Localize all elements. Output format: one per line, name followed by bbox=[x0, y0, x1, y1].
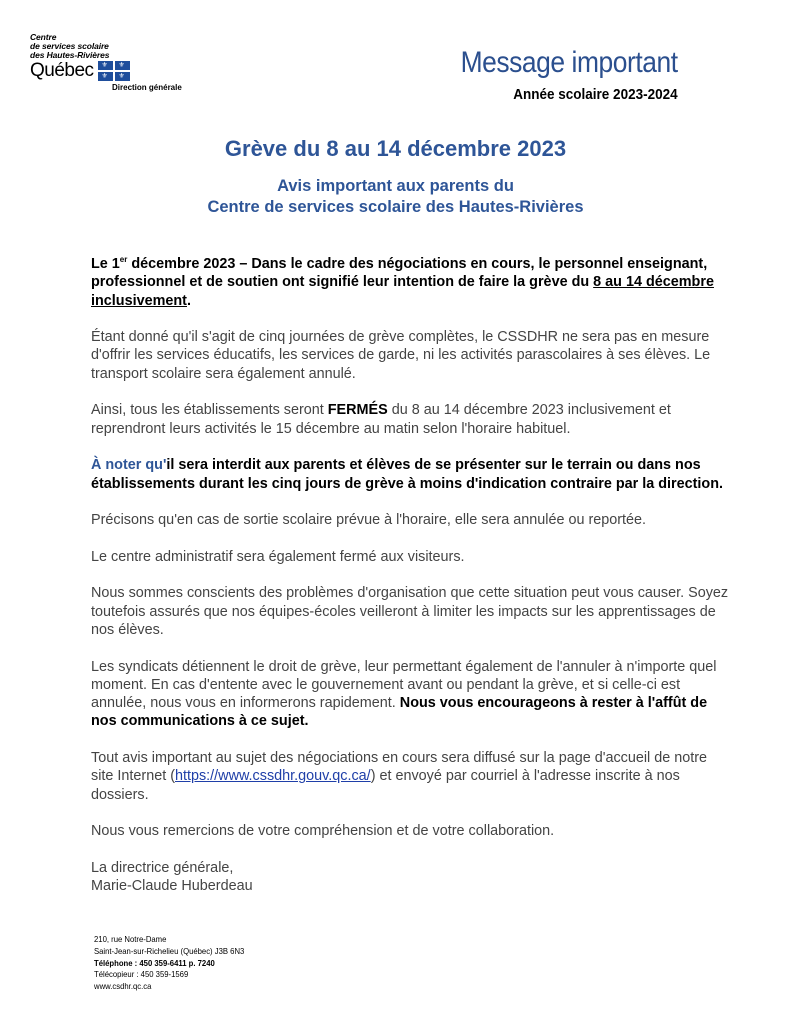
subtitle-line2: Centre de services scolaire des Hautes-Rivières bbox=[207, 198, 584, 216]
closed-emphasis: FERMÉS bbox=[327, 402, 388, 419]
subtitle-line1: Avis important aux parents du bbox=[277, 177, 514, 195]
org-name-line3: des Hautes-Rivières bbox=[30, 50, 110, 60]
cssdhr-logo bbox=[30, 33, 200, 103]
paragraph-admin: Le centre administratif sera également fermé aux visiteurs. bbox=[91, 548, 465, 565]
footer-phone: Téléphone : 450 359-6411 p. 7240 bbox=[94, 957, 215, 968]
page-title: Grève du 8 au 14 décembre 2023 bbox=[224, 136, 567, 161]
direction-label: Direction générale bbox=[112, 83, 182, 92]
quebec-flag-icon: ⚜ ⚜ ⚜ ⚜ bbox=[98, 61, 130, 81]
footer-address bbox=[94, 934, 244, 993]
paragraph-services: Étant donné qu'il s'agit de cinq journées de grève complètes, le CSSDHR ne sera pas en mesure d'offrir les services éducatifs, les services de garde, ni les activités parascolaires à ses élèves. Le transport scolaire sera également annulé. bbox=[91, 329, 711, 382]
subtitle bbox=[0, 176, 791, 218]
footer-street: 210, rue Notre-Dame bbox=[94, 934, 167, 944]
strike-dates: 8 au 14 décembre inclusivement bbox=[91, 274, 714, 309]
paragraph-organisation: Nous sommes conscients des problèmes d'organisation que cette situation peut vous causer. Soyez toutefois assurés que nos équipes-écoles veilleront à limiter les impacts sur les apprentissages de nos élèves. bbox=[91, 585, 729, 638]
org-name-line2: de services scolaire bbox=[30, 41, 109, 51]
footer-city: Saint-Jean-sur-Richelieu (Québec) J3B 6N3 bbox=[94, 945, 245, 956]
communications-emphasis: Nous vous encourageons à rester à l'affût de nos communications à ce sujet. bbox=[91, 695, 708, 730]
quebec-text: Québec bbox=[30, 60, 94, 81]
paragraph-website: Tout avis important au sujet des négociations en cours sera diffusé sur la page d'accueil de notre site Internet (https://www.cssdhr.gouv.qc.ca/) et envoyé par courriel à l'adresse inscrite à nos dossiers. bbox=[91, 750, 708, 803]
paragraph-unions: Les syndicats détiennent le droit de grève, leur permettant également de l'annuler à n'importe quel moment. En cas d'entente avec le gouvernement avant ou pendant la grève, et si celle-ci est annulée, nous vous en informerons rapidement. Nous vous encourageons à rester à l'affût de nos communications à ce sujet. bbox=[91, 658, 717, 730]
footer-web: www.csdhr.qc.ca bbox=[94, 981, 152, 992]
paragraph-outings: Précisons qu'en cas de sortie scolaire prévue à l'horaire, elle sera annulée ou reportée. bbox=[91, 512, 647, 529]
paragraph-notice: À noter qu'il sera interdit aux parents et élèves de se présenter sur le terrain ou dans nos établissements durant les cinq jours de grève à moins d'indication contraire par la direction. bbox=[91, 457, 723, 492]
signature-role: La directrice générale, bbox=[91, 859, 234, 876]
letter-body bbox=[91, 251, 731, 895]
paragraph-closure: Ainsi, tous les établissements seront FERMÉS du 8 au 14 décembre 2023 inclusivement et reprendront leurs activités le 15 décembre au matin selon l'horaire habituel. bbox=[91, 402, 671, 437]
paragraph-intro: Le 1er décembre 2023 – Dans le cadre des négociations en cours, le personnel enseignant, professionnel et de soutien ont signifié leur intention de faire la grève du 8 au 14 décembre inclusivement. bbox=[91, 255, 714, 309]
quebec-wordmark bbox=[30, 61, 200, 81]
intro-date: Le 1er décembre 2023 bbox=[91, 255, 236, 272]
org-name-line1: Centre bbox=[30, 32, 57, 42]
signature-name: Marie-Claude Huberdeau bbox=[91, 878, 253, 895]
signature bbox=[91, 859, 731, 896]
school-year: Année scolaire 2023-2024 bbox=[513, 86, 678, 103]
paragraph-thanks: Nous vous remercions de votre compréhension et de votre collaboration. bbox=[91, 823, 555, 840]
website-link[interactable]: https://www.cssdhr.gouv.qc.ca/ bbox=[174, 768, 371, 785]
footer-fax: Télécopieur : 450 359-1569 bbox=[94, 969, 189, 980]
message-title: Message important bbox=[460, 46, 678, 79]
notice-label: À noter qu' bbox=[91, 457, 167, 474]
